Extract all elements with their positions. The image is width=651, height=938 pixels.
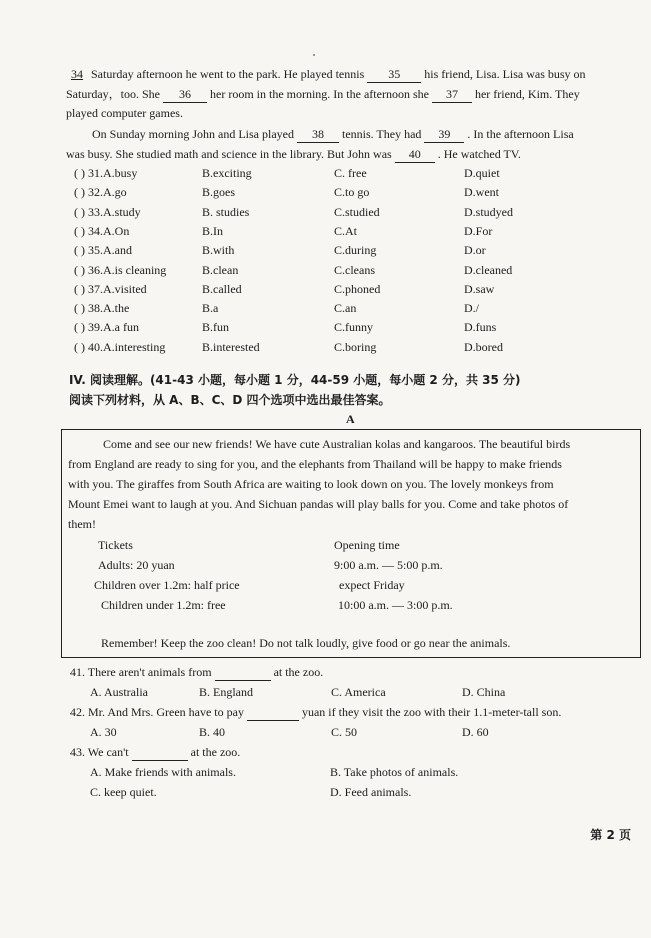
cloze-line-4 bbox=[92, 126, 574, 143]
answer-blank[interactable] bbox=[215, 664, 271, 681]
blank-40: 40 bbox=[395, 146, 435, 163]
option-choice: C.during bbox=[334, 243, 377, 258]
option-choice: D.or bbox=[464, 243, 486, 258]
passage-box bbox=[61, 429, 641, 658]
cloze-line-2 bbox=[66, 86, 580, 103]
option-choice: D.quiet bbox=[464, 166, 500, 180]
ticket-children-over: Children over 1.2m: half price bbox=[94, 578, 240, 592]
option-choice: B.goes bbox=[202, 185, 235, 200]
question-stem-text: at the zoo. bbox=[273, 665, 324, 679]
option-question: ( ) 39.A.a fun bbox=[74, 320, 139, 335]
ticket-children-under: Children under 1.2m: free bbox=[101, 598, 226, 612]
answer-blank[interactable] bbox=[132, 744, 188, 761]
option-question: ( ) 36.A.is cleaning bbox=[74, 262, 167, 277]
cloze-text: was busy. She studied math and science in the library. But John was bbox=[66, 147, 392, 161]
cloze-text: . In the afternoon Lisa bbox=[467, 127, 574, 141]
answer-choice-a: A. Make friends with animals. bbox=[90, 765, 236, 779]
answer-choice-c: C. America bbox=[331, 685, 386, 699]
option-choice: C.an bbox=[334, 301, 357, 316]
option-choice: C.boring bbox=[334, 339, 377, 354]
option-choice: C.to go bbox=[334, 185, 370, 200]
cloze-text: her room in the morning. In the afternoon she bbox=[210, 87, 429, 101]
option-choice: C.funny bbox=[334, 320, 373, 335]
option-choice: B. studies bbox=[202, 204, 250, 219]
question-stem-text: 43. We can't bbox=[70, 745, 129, 759]
answer-choice-c: C. keep quiet. bbox=[90, 785, 157, 799]
cloze-text: Saturday，too. She bbox=[66, 87, 160, 101]
answer-choice-b: B. Take photos of animals. bbox=[330, 765, 459, 779]
option-choice: C.phoned bbox=[334, 281, 381, 296]
option-question: ( ) 33.A.study bbox=[74, 204, 141, 219]
option-row bbox=[74, 183, 634, 201]
question-stem bbox=[70, 664, 323, 681]
option-row bbox=[74, 222, 634, 240]
option-question: ( ) 31.A.busy bbox=[74, 166, 138, 180]
option-question: ( ) 32.A.go bbox=[74, 185, 127, 200]
blank-38: 38 bbox=[297, 126, 339, 143]
option-row bbox=[74, 203, 634, 221]
question-stem-text: yuan if they visit the zoo with their 1.1-meter-tall son. bbox=[301, 705, 562, 719]
option-choice: B.called bbox=[202, 281, 242, 296]
option-choice: C.cleans bbox=[334, 262, 375, 277]
option-question: ( ) 40.A.interesting bbox=[74, 339, 166, 354]
cloze-text: Saturday afternoon he went to the park. He played tennis bbox=[91, 67, 365, 81]
cloze-text: . He watched TV. bbox=[437, 147, 521, 161]
option-choice: B.In bbox=[202, 223, 223, 238]
option-choice: B.interested bbox=[202, 339, 260, 354]
answer-choice-d: D. 60 bbox=[462, 725, 489, 739]
remember-note: Remember! Keep the zoo clean! Do not talk loudly, give food or go near the animals. bbox=[101, 636, 511, 650]
ticket-adults: Adults: 20 yuan bbox=[98, 558, 175, 572]
hours-line-2: expect Friday bbox=[339, 578, 405, 592]
cloze-text: On Sunday morning John and Lisa played bbox=[92, 127, 294, 141]
option-choice: C.studied bbox=[334, 204, 380, 219]
speck-mark bbox=[313, 54, 315, 56]
option-question: ( ) 35.A.and bbox=[74, 243, 132, 258]
option-choice: B.exciting bbox=[202, 166, 252, 180]
section-title: IV. 阅读理解。(41-43 小题，每小题 1 分，44-59 小题，每小题 2 分，共 35 分) bbox=[69, 373, 521, 387]
answer-choice-d: D. China bbox=[462, 685, 506, 699]
cloze-text: tennis. They had bbox=[341, 127, 422, 141]
tickets-title: Tickets bbox=[98, 538, 133, 552]
option-choice: D.went bbox=[464, 185, 499, 200]
option-question: ( ) 37.A.visited bbox=[74, 281, 147, 296]
answer-choice-b: B. England bbox=[199, 685, 253, 699]
option-choice: B.a bbox=[202, 301, 219, 316]
option-question: ( ) 38.A.the bbox=[74, 301, 130, 316]
option-choice: D.funs bbox=[464, 320, 497, 335]
option-choice: C.At bbox=[334, 223, 358, 238]
option-choice: D./ bbox=[464, 301, 479, 316]
option-row bbox=[74, 261, 634, 279]
question-stem-text: at the zoo. bbox=[190, 745, 241, 759]
section-instruction: 阅读下列材料，从 A、B、C、D 四个选项中选出最佳答案。 bbox=[69, 393, 391, 407]
option-row bbox=[74, 280, 634, 298]
answer-choice-a: A. 30 bbox=[90, 725, 117, 739]
cloze-line-1 bbox=[66, 66, 586, 83]
answer-choice-b: B. 40 bbox=[199, 725, 226, 739]
passage-line-4: Mount Emei want to laugh at you. And Sichuan pandas will play balls for you. Come and take photos of bbox=[68, 497, 569, 511]
answer-choice-a: A. Australia bbox=[90, 685, 148, 699]
blank-39: 39 bbox=[424, 126, 464, 143]
hours-line-3: 10:00 a.m. — 3:00 p.m. bbox=[338, 598, 453, 612]
option-choice: C. free bbox=[334, 166, 367, 180]
answer-choice-d: D. Feed animals. bbox=[330, 785, 412, 799]
option-choice: D.bored bbox=[464, 339, 503, 354]
cloze-text: her friend, Kim. They bbox=[474, 87, 580, 101]
blank-35: 35 bbox=[367, 66, 421, 83]
option-row bbox=[74, 164, 634, 182]
hours-line-1: 9:00 a.m. — 5:00 p.m. bbox=[334, 558, 443, 572]
option-choice: D.For bbox=[464, 223, 493, 238]
passage-line-1: Come and see our new friends! We have cute Australian kolas and kangaroos. The beautiful birds bbox=[103, 437, 571, 451]
passage-label: A bbox=[346, 412, 355, 426]
passage-line-3: with you. The giraffes from South Africa are waiting to look down on you. The lovely monkeys from bbox=[68, 477, 554, 491]
answer-blank[interactable] bbox=[247, 704, 299, 721]
passage-line-2: from England are ready to sing for you, and the elephants from Thailand will be happy to make friends bbox=[68, 457, 562, 471]
blank-36: 36 bbox=[163, 86, 207, 103]
hours-title: Opening time bbox=[334, 538, 400, 552]
option-choice: D.studyed bbox=[464, 204, 513, 219]
option-choice: D.cleaned bbox=[464, 262, 513, 277]
option-row bbox=[74, 338, 634, 356]
option-choice: B.with bbox=[202, 243, 235, 258]
blank-34: 34 bbox=[71, 67, 83, 81]
option-choice: B.clean bbox=[202, 262, 239, 277]
option-choice: B.fun bbox=[202, 320, 229, 335]
option-choice: D.saw bbox=[464, 281, 495, 296]
question-stem bbox=[70, 704, 561, 721]
answer-choice-c: C. 50 bbox=[331, 725, 358, 739]
option-question: ( ) 34.A.On bbox=[74, 223, 130, 238]
page-number: 第 2 页 bbox=[590, 828, 631, 842]
cloze-line-3: played computer games. bbox=[66, 106, 183, 120]
question-stem-text: 41. There aren't animals from bbox=[70, 665, 212, 679]
option-row bbox=[74, 241, 634, 259]
option-row bbox=[74, 318, 634, 336]
question-stem-text: 42. Mr. And Mrs. Green have to pay bbox=[70, 705, 244, 719]
question-stem bbox=[70, 744, 240, 761]
cloze-text: his friend, Lisa. Lisa was busy on bbox=[424, 67, 586, 81]
passage-line-5: them! bbox=[68, 517, 96, 531]
cloze-line-5 bbox=[66, 146, 521, 163]
blank-37: 37 bbox=[432, 86, 472, 103]
option-row bbox=[74, 299, 634, 317]
